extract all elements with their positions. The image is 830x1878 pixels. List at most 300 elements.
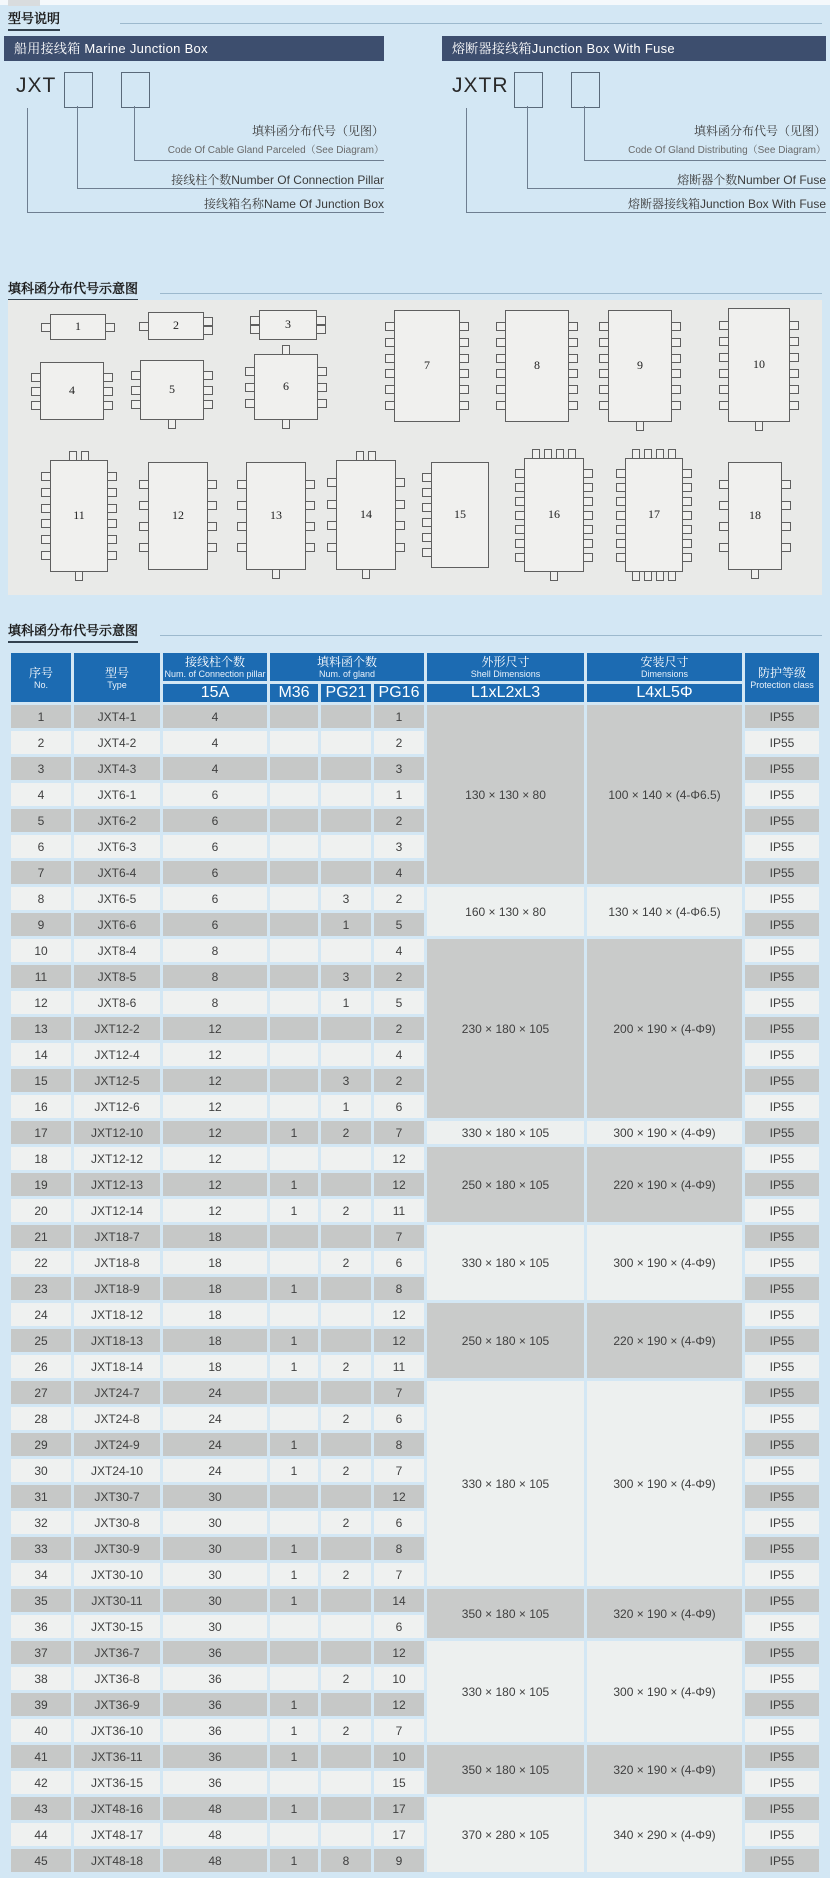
gland-tab xyxy=(515,525,525,534)
gland-tab xyxy=(515,469,525,478)
cell-protection: IP55 xyxy=(745,1147,819,1170)
cell-pg21 xyxy=(321,1303,371,1326)
cell-protection: IP55 xyxy=(745,887,819,910)
cell-protection: IP55 xyxy=(745,1693,819,1716)
table-row xyxy=(11,1303,819,1326)
gland-tab xyxy=(719,522,729,531)
gland-tab xyxy=(632,571,640,581)
gland-tab xyxy=(781,480,791,489)
gland-tab xyxy=(671,338,681,347)
cell-shell-dimensions: 250 × 180 × 105 xyxy=(427,1147,584,1222)
gland-tab xyxy=(395,478,405,487)
cell-15a: 12 xyxy=(163,1043,267,1066)
gland-tab xyxy=(237,501,247,510)
cell-protection: IP55 xyxy=(745,1667,819,1690)
cell-15a: 4 xyxy=(163,705,267,728)
gland-tab xyxy=(719,385,729,394)
cell-pg21 xyxy=(321,835,371,858)
cell-no: 10 xyxy=(11,939,71,962)
gland-tab xyxy=(671,354,681,363)
header-row xyxy=(11,653,819,681)
gland-tab xyxy=(237,543,247,552)
cell-type: JXT6-2 xyxy=(74,809,160,832)
cell-pg21: 3 xyxy=(321,965,371,988)
cell-pg16: 17 xyxy=(374,1823,424,1846)
cell-protection: IP55 xyxy=(745,1485,819,1508)
cell-pg21: 2 xyxy=(321,1719,371,1742)
cell-mount-dimensions: 340 × 290 × (4-Φ9) xyxy=(587,1797,742,1872)
cell-pg21 xyxy=(321,939,371,962)
cell-no: 20 xyxy=(11,1199,71,1222)
cell-mount-dimensions: 200 × 190 × (4-Φ9) xyxy=(587,939,742,1118)
gland-tab xyxy=(139,501,149,510)
cell-no: 9 xyxy=(11,913,71,936)
table-row xyxy=(11,1121,819,1144)
gland-tab xyxy=(583,469,593,478)
cell-no: 42 xyxy=(11,1771,71,1794)
cell-15a: 24 xyxy=(163,1381,267,1404)
gland-box-number: 11 xyxy=(73,507,85,522)
gland-tab xyxy=(719,480,729,489)
cell-m36 xyxy=(270,1147,318,1170)
gland-tab xyxy=(385,354,395,363)
cell-m36: 1 xyxy=(270,1797,318,1820)
cell-type: JXT18-9 xyxy=(74,1277,160,1300)
gland-box-number: 4 xyxy=(69,382,75,397)
cell-pg21: 8 xyxy=(321,1849,371,1872)
cell-m36 xyxy=(270,1615,318,1638)
gland-tab xyxy=(282,419,290,429)
cell-pg16: 12 xyxy=(374,1329,424,1352)
cell-shell-dimensions: 330 × 180 × 105 xyxy=(427,1641,584,1742)
cell-pg21: 2 xyxy=(321,1459,371,1482)
cell-no: 23 xyxy=(11,1277,71,1300)
gland-tab xyxy=(459,401,469,410)
gland-tab xyxy=(568,354,578,363)
cell-m36 xyxy=(270,1641,318,1664)
cell-protection: IP55 xyxy=(745,1849,819,1872)
gland-box-number: 8 xyxy=(534,357,540,372)
cell-pg16: 6 xyxy=(374,1407,424,1430)
cell-no: 15 xyxy=(11,1069,71,1092)
cell-15a: 36 xyxy=(163,1745,267,1768)
gland-tab xyxy=(632,449,640,459)
gland-tab xyxy=(789,401,799,410)
cell-no: 41 xyxy=(11,1745,71,1768)
cell-15a: 30 xyxy=(163,1511,267,1534)
gland-tab xyxy=(583,511,593,520)
gland-tab xyxy=(532,449,540,459)
cell-pg21 xyxy=(321,1537,371,1560)
cell-pg21 xyxy=(321,1771,371,1794)
cell-type: JXT6-3 xyxy=(74,835,160,858)
cell-15a: 30 xyxy=(163,1485,267,1508)
gland-tab xyxy=(599,338,609,347)
cell-protection: IP55 xyxy=(745,1459,819,1482)
cell-no: 3 xyxy=(11,757,71,780)
cell-type: JXT6-1 xyxy=(74,783,160,806)
cell-no: 22 xyxy=(11,1251,71,1274)
gland-tab xyxy=(41,535,51,544)
cell-pg16: 8 xyxy=(374,1537,424,1560)
cell-type: JXT12-14 xyxy=(74,1199,160,1222)
gland-tab xyxy=(789,369,799,378)
gland-box-number: 1 xyxy=(75,318,81,333)
gland-tab xyxy=(131,386,141,395)
subcol-pg16: PG16 xyxy=(374,684,424,702)
gland-layout-box-17 xyxy=(625,458,683,572)
cell-15a: 12 xyxy=(163,1095,267,1118)
cell-protection: IP55 xyxy=(745,1537,819,1560)
cell-pg16: 12 xyxy=(374,1303,424,1326)
gland-tab xyxy=(422,473,432,482)
cell-pg16: 6 xyxy=(374,1511,424,1534)
gland-tab xyxy=(719,369,729,378)
cell-pg16: 6 xyxy=(374,1095,424,1118)
gland-layout-box-4 xyxy=(40,362,104,420)
cell-protection: IP55 xyxy=(745,1277,819,1300)
cell-type: JXT12-10 xyxy=(74,1121,160,1144)
cell-pg16: 1 xyxy=(374,783,424,806)
gland-tab xyxy=(668,571,676,581)
cell-no: 2 xyxy=(11,731,71,754)
cell-shell-dimensions: 130 × 130 × 80 xyxy=(427,705,584,884)
cell-mount-dimensions: 220 × 190 × (4-Φ9) xyxy=(587,1303,742,1378)
cell-protection: IP55 xyxy=(745,1381,819,1404)
gland-tab xyxy=(207,480,217,489)
col-gland: 填料函个数 Num. of gland xyxy=(270,653,424,681)
gland-tab xyxy=(317,383,327,392)
cell-protection: IP55 xyxy=(745,1615,819,1638)
cell-pg16: 6 xyxy=(374,1251,424,1274)
cell-15a: 48 xyxy=(163,1849,267,1872)
cell-pg16: 9 xyxy=(374,1849,424,1872)
cell-m36 xyxy=(270,1069,318,1092)
cell-protection: IP55 xyxy=(745,1511,819,1534)
cell-15a: 36 xyxy=(163,1771,267,1794)
gland-layout-box-18 xyxy=(728,462,782,570)
gland-tab xyxy=(496,385,506,394)
gland-tab xyxy=(755,421,763,431)
gland-tab xyxy=(237,480,247,489)
cell-no: 21 xyxy=(11,1225,71,1248)
cell-15a: 8 xyxy=(163,991,267,1014)
table-row xyxy=(11,1589,819,1612)
cell-m36 xyxy=(270,783,318,806)
gland-tab xyxy=(422,533,432,542)
gland-tab xyxy=(316,325,326,334)
gland-tab xyxy=(317,367,327,376)
cell-15a: 12 xyxy=(163,1147,267,1170)
cell-pg16: 5 xyxy=(374,991,424,1014)
gland-tab xyxy=(107,519,117,528)
gland-tab xyxy=(107,535,117,544)
cell-type: JXT30-7 xyxy=(74,1485,160,1508)
gland-box-number: 14 xyxy=(360,506,372,521)
cell-pg16: 10 xyxy=(374,1667,424,1690)
gland-tab xyxy=(395,521,405,530)
gland-tab xyxy=(671,369,681,378)
cell-15a: 6 xyxy=(163,913,267,936)
cell-pg21: 1 xyxy=(321,1095,371,1118)
cell-m36 xyxy=(270,1251,318,1274)
cell-type: JXT30-11 xyxy=(74,1589,160,1612)
cell-m36 xyxy=(270,1667,318,1690)
cell-m36 xyxy=(270,1511,318,1534)
cell-no: 34 xyxy=(11,1563,71,1586)
cell-type: JXT36-11 xyxy=(74,1745,160,1768)
gland-tab xyxy=(362,569,370,579)
gland-layout-box-10 xyxy=(728,308,790,422)
cell-m36 xyxy=(270,809,318,832)
gland-box-number: 3 xyxy=(285,316,291,331)
cell-type: JXT6-5 xyxy=(74,887,160,910)
code-jxt: JXT xyxy=(16,74,57,97)
cell-protection: IP55 xyxy=(745,705,819,728)
gland-box-number: 7 xyxy=(424,357,430,372)
label-gland-code-zh: 填料函分布代号（见图） xyxy=(693,124,826,138)
cell-no: 24 xyxy=(11,1303,71,1326)
cell-mount-dimensions: 220 × 190 × (4-Φ9) xyxy=(587,1147,742,1222)
label-gland-code-en: Code Of Cable Gland Parceled（See Diagram） xyxy=(167,145,384,156)
gland-tab xyxy=(356,451,364,461)
cell-shell-dimensions: 370 × 280 × 105 xyxy=(427,1797,584,1872)
cell-no: 12 xyxy=(11,991,71,1014)
cell-no: 7 xyxy=(11,861,71,884)
gland-box-number: 18 xyxy=(749,507,761,522)
cell-15a: 48 xyxy=(163,1823,267,1846)
gland-layout-box-11 xyxy=(50,460,108,572)
cell-m36 xyxy=(270,1381,318,1404)
cell-15a: 12 xyxy=(163,1173,267,1196)
connector-line xyxy=(466,212,826,213)
cell-pg21 xyxy=(321,1381,371,1404)
gland-diagram-panel xyxy=(8,300,822,595)
gland-tab xyxy=(496,354,506,363)
cell-protection: IP55 xyxy=(745,809,819,832)
gland-tab xyxy=(568,385,578,394)
cell-type: JXT6-4 xyxy=(74,861,160,884)
gland-tab xyxy=(789,337,799,346)
section-title-table: 填科函分布代号示意图 xyxy=(8,620,138,643)
gland-tab xyxy=(656,571,664,581)
label-pillar-count: 接线柱个数Number Of Connection Pillar xyxy=(171,173,384,187)
gland-box-number: 6 xyxy=(283,378,289,393)
cell-type: JXT36-15 xyxy=(74,1771,160,1794)
cell-pg21: 1 xyxy=(321,913,371,936)
code-box-1 xyxy=(514,72,543,108)
cell-pg16: 11 xyxy=(374,1199,424,1222)
cell-pg16: 7 xyxy=(374,1225,424,1248)
cell-15a: 6 xyxy=(163,783,267,806)
gland-tab xyxy=(496,401,506,410)
cell-pg21 xyxy=(321,1017,371,1040)
gland-tab xyxy=(237,522,247,531)
section-rule xyxy=(160,635,822,636)
cell-no: 13 xyxy=(11,1017,71,1040)
cell-m36: 1 xyxy=(270,1589,318,1612)
gland-tab xyxy=(103,373,113,382)
cell-pg21 xyxy=(321,1173,371,1196)
cell-type: JXT12-5 xyxy=(74,1069,160,1092)
gland-tab xyxy=(41,472,51,481)
cell-15a: 8 xyxy=(163,939,267,962)
cell-15a: 6 xyxy=(163,809,267,832)
gland-layout-box-12 xyxy=(148,462,208,570)
cell-pg16: 12 xyxy=(374,1485,424,1508)
gland-box-number: 13 xyxy=(270,507,282,522)
gland-tab xyxy=(41,519,51,528)
cell-type: JXT18-13 xyxy=(74,1329,160,1352)
subcol-15a: 15A xyxy=(163,684,267,702)
cell-m36 xyxy=(270,939,318,962)
gland-tab xyxy=(75,571,83,581)
cell-no: 28 xyxy=(11,1407,71,1430)
cell-type: JXT24-8 xyxy=(74,1407,160,1430)
gland-tab xyxy=(459,354,469,363)
gland-tab xyxy=(305,522,315,531)
cell-pg21 xyxy=(321,1615,371,1638)
gland-tab xyxy=(644,571,652,581)
gland-tab xyxy=(207,501,217,510)
cell-protection: IP55 xyxy=(745,1043,819,1066)
cell-m36: 1 xyxy=(270,1173,318,1196)
cell-pg21: 2 xyxy=(321,1667,371,1690)
gland-layout-box-9 xyxy=(608,310,672,422)
gland-tab xyxy=(203,386,213,395)
cell-pg21 xyxy=(321,1641,371,1664)
cell-15a: 36 xyxy=(163,1667,267,1690)
cell-pg21 xyxy=(321,1823,371,1846)
cell-mount-dimensions: 320 × 190 × (4-Φ9) xyxy=(587,1745,742,1794)
cell-pg21 xyxy=(321,1329,371,1352)
cell-mount-dimensions: 320 × 190 × (4-Φ9) xyxy=(587,1589,742,1638)
cell-m36 xyxy=(270,1095,318,1118)
label-box-name: 接线箱名称Name Of Junction Box xyxy=(203,197,384,211)
gland-tab xyxy=(327,478,337,487)
cell-protection: IP55 xyxy=(745,1199,819,1222)
gland-tab xyxy=(636,421,644,431)
cell-no: 40 xyxy=(11,1719,71,1742)
cell-pg16: 11 xyxy=(374,1355,424,1378)
cell-15a: 24 xyxy=(163,1433,267,1456)
cell-pg16: 3 xyxy=(374,757,424,780)
gland-box-number: 9 xyxy=(637,357,643,372)
cell-protection: IP55 xyxy=(745,1069,819,1092)
cell-no: 30 xyxy=(11,1459,71,1482)
cell-protection: IP55 xyxy=(745,1771,819,1794)
cell-15a: 12 xyxy=(163,1069,267,1092)
gland-tab xyxy=(31,387,41,396)
cell-protection: IP55 xyxy=(745,965,819,988)
section-title-model: 型号说明 xyxy=(8,8,60,31)
cell-m36: 1 xyxy=(270,1459,318,1482)
cell-15a: 4 xyxy=(163,757,267,780)
gland-tab xyxy=(599,401,609,410)
cell-m36: 1 xyxy=(270,1563,318,1586)
cell-m36: 1 xyxy=(270,1745,318,1768)
section-rule xyxy=(160,293,822,294)
gland-tab xyxy=(41,488,51,497)
gland-tab xyxy=(139,522,149,531)
cell-type: JXT48-18 xyxy=(74,1849,160,1872)
gland-tab xyxy=(671,401,681,410)
cell-type: JXT12-2 xyxy=(74,1017,160,1040)
cell-m36 xyxy=(270,1043,318,1066)
cell-type: JXT4-2 xyxy=(74,731,160,754)
gland-tab xyxy=(31,373,41,382)
cell-15a: 18 xyxy=(163,1225,267,1248)
cell-shell-dimensions: 330 × 180 × 105 xyxy=(427,1225,584,1300)
cell-15a: 30 xyxy=(163,1537,267,1560)
gland-layout-box-16 xyxy=(524,458,584,572)
gland-tab xyxy=(459,322,469,331)
cell-protection: IP55 xyxy=(745,1329,819,1352)
cell-no: 36 xyxy=(11,1615,71,1638)
cell-pg21: 1 xyxy=(321,991,371,1014)
gland-tab xyxy=(305,480,315,489)
cell-mount-dimensions: 300 × 190 × (4-Φ9) xyxy=(587,1121,742,1144)
gland-tab xyxy=(789,321,799,330)
cell-pg16: 2 xyxy=(374,965,424,988)
cell-protection: IP55 xyxy=(745,1355,819,1378)
cell-pg16: 2 xyxy=(374,731,424,754)
cell-pg21 xyxy=(321,1147,371,1170)
gland-tab xyxy=(368,451,376,461)
cell-pg16: 1 xyxy=(374,705,424,728)
gland-tab xyxy=(583,497,593,506)
gland-tab xyxy=(568,369,578,378)
cell-protection: IP55 xyxy=(745,1251,819,1274)
gland-tab xyxy=(385,338,395,347)
cell-m36 xyxy=(270,887,318,910)
cell-shell-dimensions: 230 × 180 × 105 xyxy=(427,939,584,1118)
connector-line xyxy=(134,160,384,161)
gland-tab xyxy=(422,503,432,512)
section-title-diagram: 填科函分布代号示意图 xyxy=(8,278,138,301)
gland-tab xyxy=(131,400,141,409)
cell-15a: 4 xyxy=(163,731,267,754)
cell-m36: 1 xyxy=(270,1329,318,1352)
table-row xyxy=(11,1797,819,1820)
gland-tab xyxy=(496,369,506,378)
gland-tab xyxy=(41,551,51,560)
cell-m36 xyxy=(270,835,318,858)
cell-pg16: 7 xyxy=(374,1719,424,1742)
col-mount: 安装尺寸 Dimensions xyxy=(587,653,742,681)
gland-tab xyxy=(107,472,117,481)
gland-tab xyxy=(69,451,77,461)
cell-no: 37 xyxy=(11,1641,71,1664)
cell-no: 1 xyxy=(11,705,71,728)
gland-layout-box-3 xyxy=(259,310,317,340)
cell-no: 16 xyxy=(11,1095,71,1118)
gland-layout-box-8 xyxy=(505,310,569,422)
gland-tab xyxy=(568,322,578,331)
cell-protection: IP55 xyxy=(745,1407,819,1430)
gland-tab xyxy=(719,337,729,346)
gland-box-number: 16 xyxy=(548,506,560,521)
cell-pg21 xyxy=(321,783,371,806)
cell-no: 29 xyxy=(11,1433,71,1456)
gland-box-number: 5 xyxy=(169,381,175,396)
cell-pg21 xyxy=(321,1433,371,1456)
cell-pg21: 2 xyxy=(321,1251,371,1274)
cell-no: 39 xyxy=(11,1693,71,1716)
cell-m36: 1 xyxy=(270,1849,318,1872)
col-pillar: 接线柱个数 Num. of Connection pillar xyxy=(164,655,266,679)
gland-tab xyxy=(781,543,791,552)
